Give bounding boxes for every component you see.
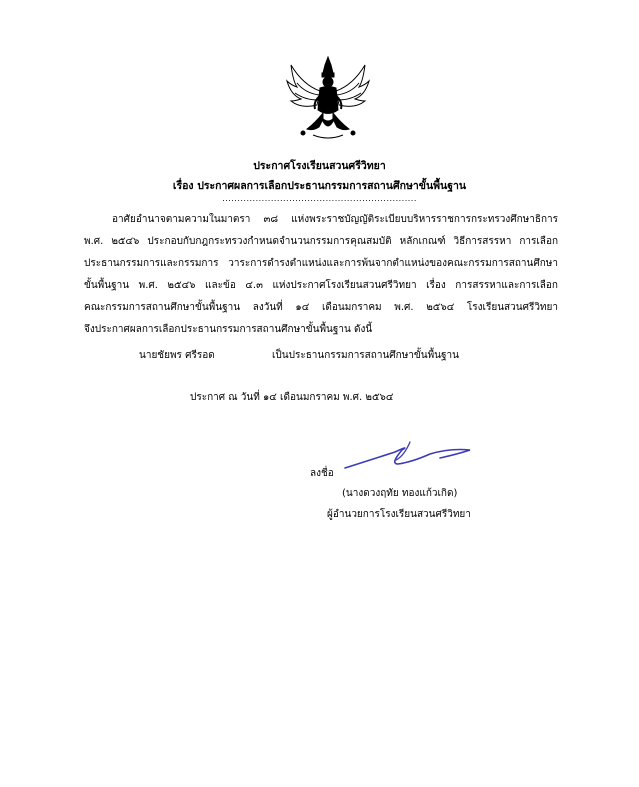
body-line-6: จึงประกาศผลการเลือกประธานกรรมการสถานศึกษาขั้นพื้นฐาน ดังนี้ (84, 324, 373, 335)
result-position: เป็นประธานกรรมการสถานศึกษาขั้นพื้นฐาน (272, 350, 459, 361)
body-line-1: อาศัยอำนาจตามความในมาตรา ๓๘ แห่งพระราชบัญญัติระเบียบบริหารราชการกระทรวงศึกษาธิการ (112, 214, 558, 225)
announcement-title: ประกาศโรงเรียนสวนศรีวิทยา (253, 160, 386, 172)
signature-label: ลงชื่อ (310, 468, 334, 479)
signer-name: (นางดวงฤทัย ทองแก้วเกิด) (342, 488, 458, 499)
announcement-subject: เรื่อง ประกาศผลการเลือกประธานกรรมการสถานศึกษาขั้นพื้นฐาน (172, 180, 467, 192)
announce-date: ประกาศ ณ วันที่ ๑๔ เดือนมกราคม พ.ศ. ๒๕๖๔ (190, 392, 394, 403)
body-line-4: ขั้นพื้นฐาน พ.ศ. ๒๕๔๖ และข้อ ๔.๓ แห่งประกาศโรงเรียนสวนศรีวิทยา เรื่อง การสรรหาและการเลือก (84, 280, 558, 291)
body-line-5: คณะกรรมการสถานศึกษาขั้นพื้นฐาน ลงวันที่ ๑๔ เดือนมกราคม พ.ศ. ๒๕๖๔ โรงเรียนสวนศรีวิทยา (84, 302, 558, 313)
signer-title: ผู้อำนวยการโรงเรียนสวนศรีวิทยา (327, 509, 471, 520)
body-line-2: พ.ศ. ๒๕๔๖ ประกอบกับกฎกระทรวงกำหนดจำนวนกรรมการคุณสมบัติ หลักเกณฑ์ วิธีการสรรหา การเลือก (84, 236, 558, 247)
separator-dots: ................................................................ (222, 194, 417, 203)
signature-mark (340, 430, 480, 480)
body-line-3: ประธานกรรมการและกรรมการ วาระการดำรงตำแหน่งและการพ้นจากตำแหน่งของคณะกรรมการสถานศึกษา (84, 258, 558, 269)
garuda-emblem-icon (283, 55, 373, 145)
result-name: นายชัยพร ศรีรอด (139, 350, 215, 361)
